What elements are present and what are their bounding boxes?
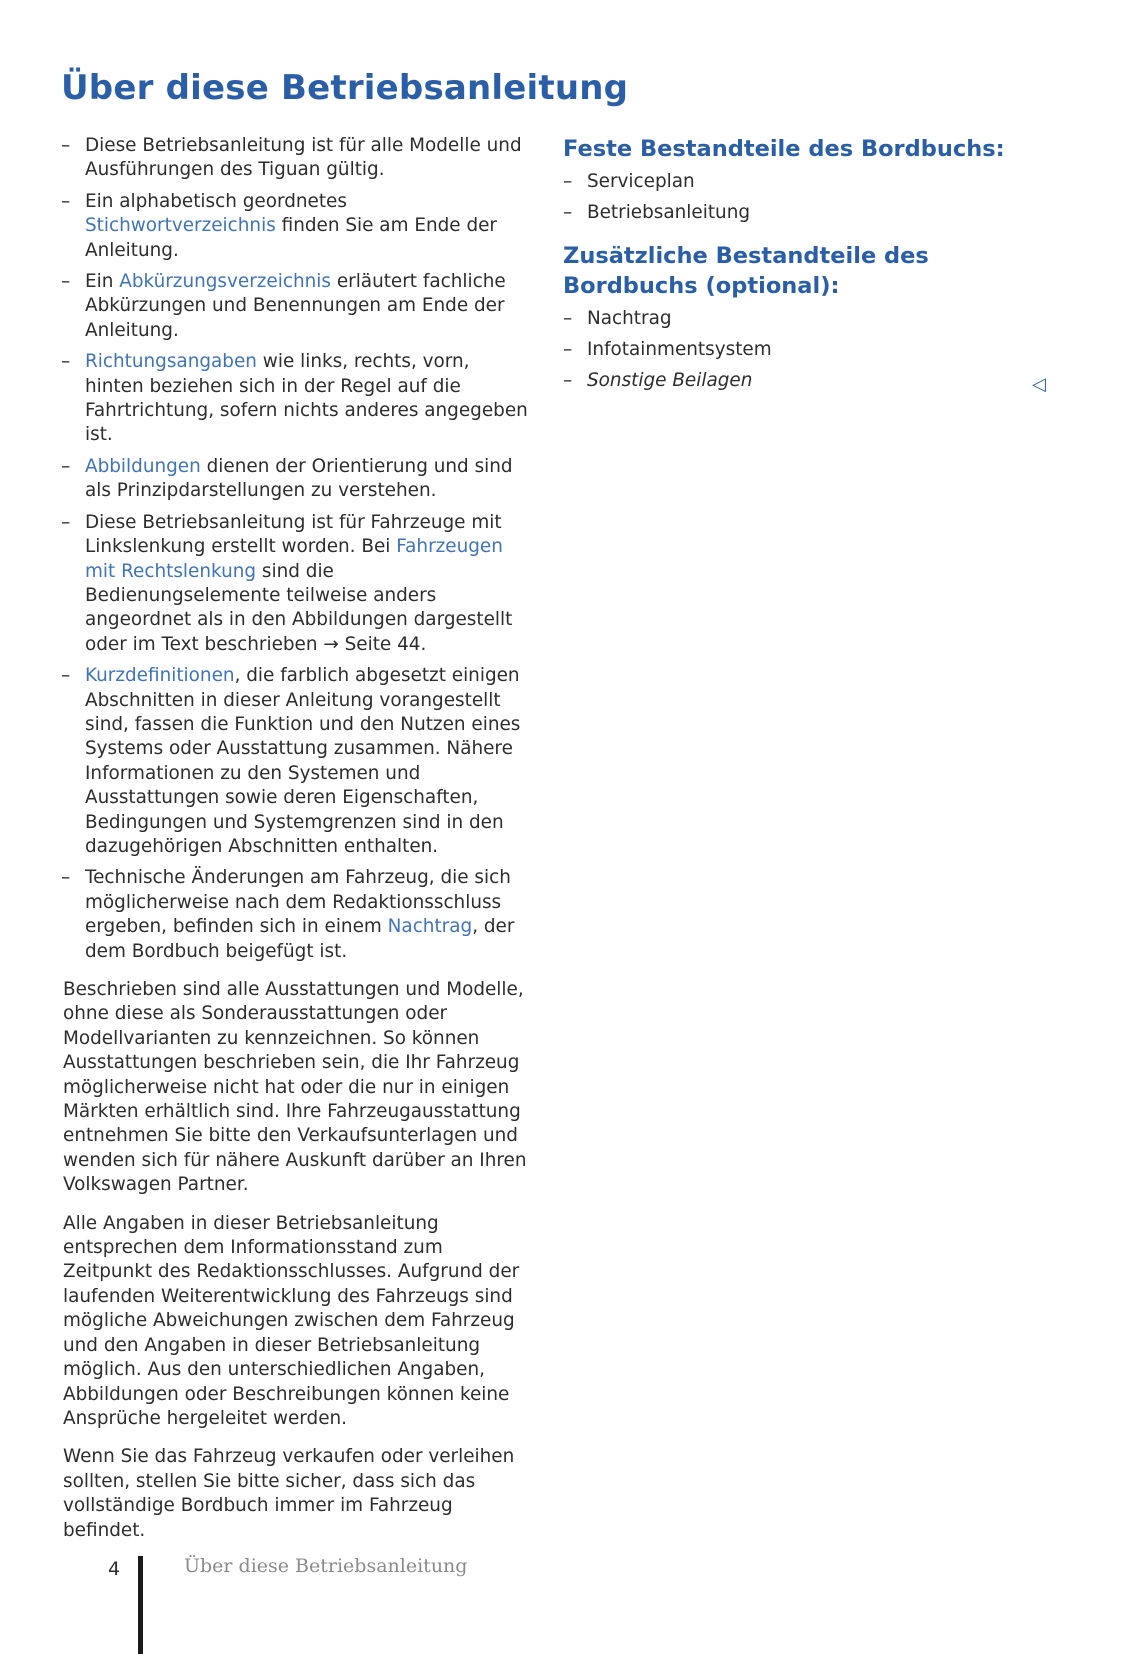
list-item-label: Betriebsanleitung — [587, 202, 751, 223]
paragraph-verkaufen: Wenn Sie das Fahrzeug verkaufen oder verleihen sollten, stellen Sie bitte sicher, dass sich das vollständige Bordbuch immer im Fahrzeug befindet. — [63, 1446, 515, 1541]
list-item: – Ein Abkürzungsverzeichnis erläutert fachliche Abkürzungen und Benennungen am Ende der Anleitung. — [61, 271, 506, 341]
nachtrag-link[interactable]: Nachtrag — [387, 916, 473, 938]
bullet-text: sind die Bedienungselemente teilweise anders angeordnet als in den Abbildungen dargestellt oder im Text beschrieben → Seite 44. — [85, 560, 513, 655]
bullet-text: Ein alphabetisch geordnetes — [85, 190, 347, 212]
list-item: – Sonstige Beilagen — [563, 370, 753, 391]
feste-bestandteile-list — [563, 170, 1043, 225]
info-bullet-list — [61, 134, 531, 964]
footer-divider — [138, 1556, 143, 1654]
zusaetzliche-bestandteile-list — [563, 307, 1043, 393]
heading-zusaetzliche-bestandteile: Zusätzliche Bestandteile des Bordbuchs (optional): — [563, 243, 929, 299]
bullet-text: Diese Betriebsanleitung ist für Fahrzeuge mit Linkslenkung erstellt worden. Bei — [85, 511, 502, 558]
page-number: 4 — [108, 1558, 121, 1580]
section-end-triangle-icon: ◁ — [1032, 374, 1046, 395]
list-item: – Infotainmentsystem — [563, 339, 772, 360]
list-item: – Betriebsanleitung — [563, 202, 751, 223]
list-item: – Abbildungen dienen der Orientierung und sind als Prinzipdarstellungen zu verstehen. — [61, 455, 513, 502]
bullet-text: , der dem Bordbuch beigefügt ist. — [85, 916, 515, 962]
list-item: – Serviceplan — [563, 171, 695, 192]
bullet-text: dienen der Orientierung und sind als Prinzipdarstellungen zu verstehen. — [85, 455, 513, 502]
list-item: – Technische Änderungen am Fahrzeug, die sich möglicherweise nach dem Redaktionsschluss ergeben, befinden sich in einem Nachtrag, der dem Bordbuch beigefügt ist. — [61, 867, 515, 962]
bullet-text: , die farblich abgesetzt einigen Abschnitten in dieser Anleitung vorangestellt sind, fassen die Funktion und den Nutzen eines Systems oder Ausstattung zusammen. Nähere Informationen zu den Systemen und Ausstattungen sowie deren Eigenschaften, Bedingungen und Systemgrenzen sind in den dazugehörigen Abschnitten enthalten. — [85, 665, 521, 857]
footer-section-title: Über diese Betriebsanleitung — [184, 1555, 468, 1577]
bullet-text: finden Sie am Ende der Anleitung. — [85, 215, 497, 261]
heading-feste-bestandteile: Feste Bestandteile des Bordbuchs: — [563, 136, 1005, 162]
list-item: – Diese Betriebsanleitung ist für alle Modelle und Ausführungen des Tiguan gültig. — [61, 135, 522, 181]
list-item-label: Serviceplan — [587, 171, 695, 192]
abbildungen-link[interactable]: Abbildungen — [85, 455, 201, 477]
list-item: – Ein alphabetisch geordnetes Stichwortverzeichnis finden Sie am Ende der Anleitung. — [61, 190, 497, 261]
list-item: – Nachtrag — [563, 308, 672, 329]
bullet-text: Diese Betriebsanleitung ist für alle Modelle und Ausführungen des Tiguan gültig. — [85, 135, 522, 181]
list-item: – Diese Betriebsanleitung ist für Fahrzeuge mit Linkslenkung erstellt worden. Bei Fahrzeugen mit Rechtslenkung sind die Bedienungselemente teilweise anders angeordnet als in den Abbildungen dargestellt oder im Text beschrieben → Seite 44. — [61, 511, 513, 655]
bullet-text: wie links, rechts, vorn, hinten beziehen sich in der Regel auf die Fahrtrichtung, sofern nichts anderes angegeben ist. — [85, 351, 528, 446]
bullet-text: Ein — [85, 271, 120, 293]
paragraph-ausstattungen: Beschrieben sind alle Ausstattungen und Modelle, ohne diese als Sonderausstattungen oder Modellvarianten zu kennzeichnen. So können Ausstattungen beschrieben sein, die Ihr Fahrzeug möglicherweise nicht hat oder die nur in einigen Märkten erhältlich sind. Ihre Fahrzeugausstattung entnehmen Sie bitte den Verkaufsunterlagen und wenden sich für nähere Auskunft darüber an Ihren Volkswagen Partner. — [63, 979, 527, 1196]
left-column — [61, 134, 531, 1543]
kurzdefinitionen-link[interactable]: Kurzdefinitionen — [85, 665, 235, 687]
list-item-label: Nachtrag — [587, 308, 672, 329]
bullet-text: erläutert fachliche Abkürzungen und Benennungen am Ende der Anleitung. — [85, 271, 506, 341]
rechtslenkung-link[interactable]: Fahrzeugen mit Rechtslenkung — [85, 536, 503, 582]
richtungsangaben-link[interactable]: Richtungsangaben — [85, 351, 257, 373]
stichwortverzeichnis-link[interactable]: Stichwortverzeichnis — [85, 215, 276, 237]
list-item: – Kurzdefinitionen, die farblich abgesetzt einigen Abschnitten in dieser Anleitung vorangestellt sind, fassen die Funktion und den Nutzen eines Systems oder Ausstattung zusammen. Nähere Informationen zu den Systemen und Ausstattungen sowie deren Eigenschaften, Bedingungen und Systemgrenzen sind in den dazugehörigen Abschnitten enthalten. — [61, 665, 521, 857]
page-title: Über diese Betriebsanleitung — [61, 68, 629, 108]
bullet-text: Technische Änderungen am Fahrzeug, die sich möglicherweise nach dem Redaktionsschluss ergeben, befinden sich in einem — [85, 867, 511, 938]
right-column — [563, 134, 1043, 400]
list-item-label: Sonstige Beilagen — [587, 370, 753, 391]
list-item-label: Infotainmentsystem — [587, 339, 772, 360]
paragraph-angaben: Alle Angaben in dieser Betriebsanleitung entsprechen dem Informationsstand zum Zeitpunkt des Redaktionsschlusses. Aufgrund der laufenden Weiterentwicklung des Fahrzeugs sind mögliche Abweichungen zwischen dem Fahrzeug und den Angaben in dieser Betriebsanleitung möglich. Aus den unterschiedlichen Angaben, Abbildungen oder Beschreibungen können keine Ansprüche hergeleitet werden. — [63, 1212, 520, 1429]
list-item: – Richtungsangaben wie links, rechts, vorn, hinten beziehen sich in der Regel auf die Fahrtrichtung, sofern nichts anderes angegeben ist. — [61, 351, 528, 446]
abkuerzungsverzeichnis-link[interactable]: Abkürzungsverzeichnis — [119, 271, 331, 293]
